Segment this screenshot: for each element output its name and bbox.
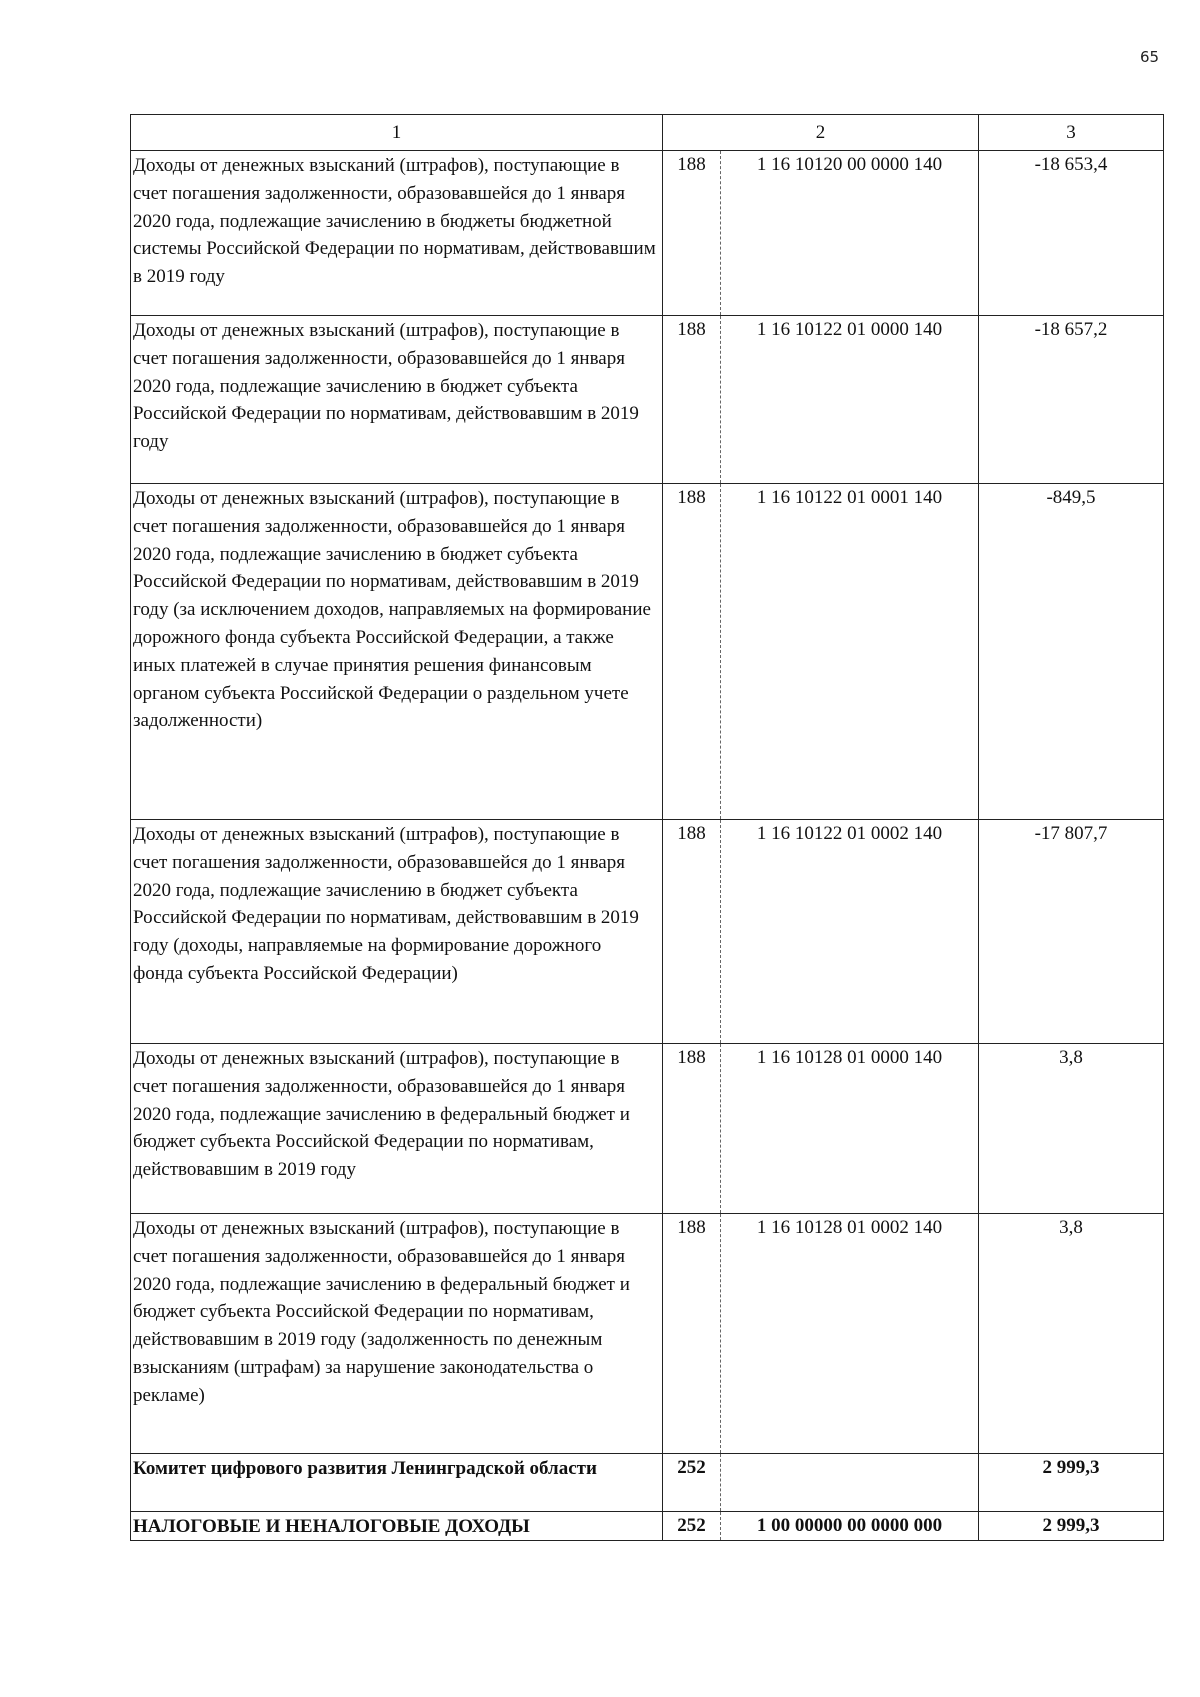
table-header-row — [131, 115, 1164, 151]
row-code: 1 16 10128 01 0002 140 — [721, 1214, 979, 1454]
header-col-1: 1 — [131, 115, 663, 151]
tax-revenue-code: 1 00 00000 00 0000 000 — [721, 1512, 979, 1541]
tax-revenue-title: НАЛОГОВЫЕ И НЕНАЛОГОВЫЕ ДОХОДЫ — [131, 1512, 663, 1541]
row-chapter: 188 — [663, 820, 721, 1044]
row-description: Доходы от денежных взысканий (штрафов), поступающие в счет погашения задолженности, образовавшейся до 1 января 2020 года, подлежащие зачислению в бюджет субъекта Российской Федерации по нормативам, действовавшим в 2019 году (за исключением доходов, направляемых на формирование дорожного фонда субъекта Российской Федерации, а также иных платежей в случае принятия решения финансовым органом субъекта Российской Федерации о раздельном учете задолженности) — [131, 484, 663, 820]
committee-amount: 2 999,3 — [979, 1454, 1164, 1512]
table-row — [131, 151, 1164, 316]
row-chapter: 188 — [663, 151, 721, 316]
row-amount: 3,8 — [979, 1214, 1164, 1454]
row-chapter: 188 — [663, 1214, 721, 1454]
table-row — [131, 820, 1164, 1044]
header-col-2: 2 — [663, 115, 979, 151]
row-description: Доходы от денежных взысканий (штрафов), поступающие в счет погашения задолженности, образовавшейся до 1 января 2020 года, подлежащие зачислению в федеральный бюджет и бюджет субъекта Российской Федерации по нормативам, действовавшим в 2019 году (задолженность по денежным взысканиям (штрафам) за нарушение законодательства о рекламе) — [131, 1214, 663, 1454]
committee-row — [131, 1454, 1164, 1512]
row-description: Доходы от денежных взысканий (штрафов), поступающие в счет погашения задолженности, образовавшейся до 1 января 2020 года, подлежащие зачислению в бюджеты бюджетной системы Российской Федерации по нормативам, действовавшим в 2019 году — [131, 151, 663, 316]
tax-revenue-amount: 2 999,3 — [979, 1512, 1164, 1541]
row-amount: -849,5 — [979, 484, 1164, 820]
budget-table — [130, 114, 1164, 1541]
row-chapter: 188 — [663, 484, 721, 820]
row-chapter: 188 — [663, 1044, 721, 1214]
row-amount: -18 657,2 — [979, 316, 1164, 484]
table-row — [131, 1214, 1164, 1454]
table-row — [131, 1044, 1164, 1214]
table-row — [131, 316, 1164, 484]
committee-code — [721, 1454, 979, 1512]
row-chapter: 188 — [663, 316, 721, 484]
page-number: 65 — [1140, 48, 1160, 66]
row-code: 1 16 10120 00 0000 140 — [721, 151, 979, 316]
tax-revenue-chapter: 252 — [663, 1512, 721, 1541]
tax-revenue-total-row — [131, 1512, 1164, 1541]
row-code: 1 16 10122 01 0001 140 — [721, 484, 979, 820]
row-code: 1 16 10128 01 0000 140 — [721, 1044, 979, 1214]
committee-chapter: 252 — [663, 1454, 721, 1512]
row-amount: -17 807,7 — [979, 820, 1164, 1044]
row-description: Доходы от денежных взысканий (штрафов), поступающие в счет погашения задолженности, образовавшейся до 1 января 2020 года, подлежащие зачислению в федеральный бюджет и бюджет субъекта Российской Федерации по нормативам, действовавшим в 2019 году — [131, 1044, 663, 1214]
row-amount: -18 653,4 — [979, 151, 1164, 316]
committee-name: Комитет цифрового развития Ленинградской области — [131, 1454, 663, 1512]
table-row — [131, 484, 1164, 820]
row-code: 1 16 10122 01 0000 140 — [721, 316, 979, 484]
row-code: 1 16 10122 01 0002 140 — [721, 820, 979, 1044]
row-description: Доходы от денежных взысканий (штрафов), поступающие в счет погашения задолженности, образовавшейся до 1 января 2020 года, подлежащие зачислению в бюджет субъекта Российской Федерации по нормативам, действовавшим в 2019 году — [131, 316, 663, 484]
header-col-3: 3 — [979, 115, 1164, 151]
row-amount: 3,8 — [979, 1044, 1164, 1214]
row-description: Доходы от денежных взысканий (штрафов), поступающие в счет погашения задолженности, образовавшейся до 1 января 2020 года, подлежащие зачислению в бюджет субъекта Российской Федерации по нормативам, действовавшим в 2019 году (доходы, направляемые на формирование дорожного фонда субъекта Российской Федерации) — [131, 820, 663, 1044]
